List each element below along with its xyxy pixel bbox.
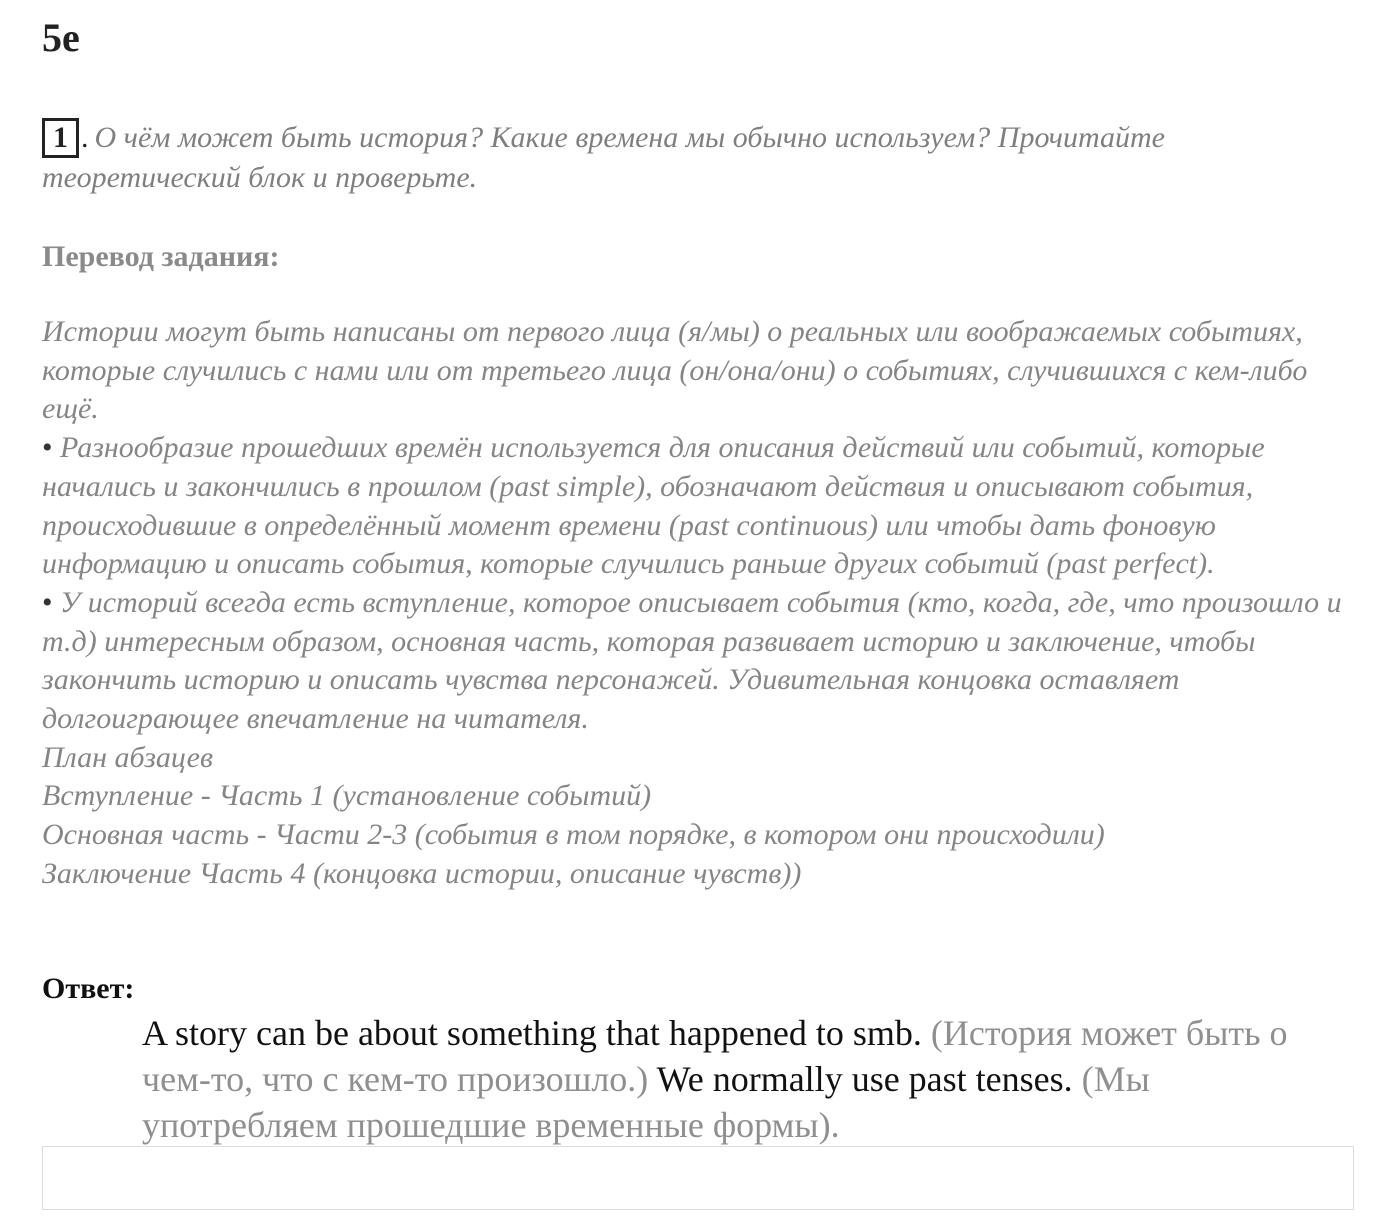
answer-heading: Ответ: [42, 972, 135, 1005]
translation-bullet-2 [42, 584, 1362, 739]
plan-item-main: Основная часть - Части 2-3 (события в том порядке, в котором они происходили) [42, 818, 1105, 852]
translation-intro: Истории могут быть написаны от первого лица (я/мы) о реальных или воображаемых событиях, которые случились с нами или от третьего лица (он/она/они) о событиях, случившихся с кем-либо ещё. [42, 315, 1308, 426]
bullet-icon: • [42, 431, 53, 465]
plan-item-conclusion: Заключение Часть 4 (концовка истории, описание чувств)) [42, 856, 802, 890]
answer-english-1: A story can be about something that happened to smb. [142, 1013, 922, 1053]
task-prompt [42, 118, 1342, 198]
task-text: О чём может быть история? Какие времена мы обычно используем? Прочитайте теоретический блок и проверьте. [42, 121, 1165, 194]
translation-body [42, 313, 1362, 894]
bullet-1-text: Разнообразие прошедших времён используется для описания действий или событий, которые начались и закончились в прошлом (past simple), обозначают действия и описывают события, происходившие в определённый момент времени (past continuous) или чтобы дать фоновую информацию и описать события, которые случились раньше других событий (past perfect). [42, 431, 1265, 581]
translation-bullet-1 [42, 429, 1362, 584]
task-number-box: 1 [42, 118, 79, 158]
answer-russian-1: (История может быть о чем-то, что с кем-то произошло.) [142, 1013, 1288, 1099]
plan-title: План абзацев [42, 740, 213, 774]
translation-heading: Перевод задания: [42, 240, 280, 273]
answer-body [142, 1010, 1322, 1148]
page-title: 5e [42, 15, 80, 60]
bullet-2-text: У историй всегда есть вступление, которое описывает события (кто, когда, где, что произошло и т.д) интересным образом, основная часть, которая развивает историю и заключение, чтобы закончить историю и описать чувства персонажей. Удивительная концовка оставляет долгоиграющее впечатление на читателя. [42, 585, 1342, 736]
answer-russian-2: (Мы употребляем прошедшие временные формы). [142, 1059, 1150, 1145]
task-number-dot: . [81, 121, 89, 154]
bullet-icon: • [42, 585, 53, 619]
answer-english-2: We normally use past tenses. [656, 1059, 1073, 1099]
plan-item-intro: Вступление - Часть 1 (установление событий) [42, 779, 652, 813]
empty-frame [42, 1146, 1354, 1210]
